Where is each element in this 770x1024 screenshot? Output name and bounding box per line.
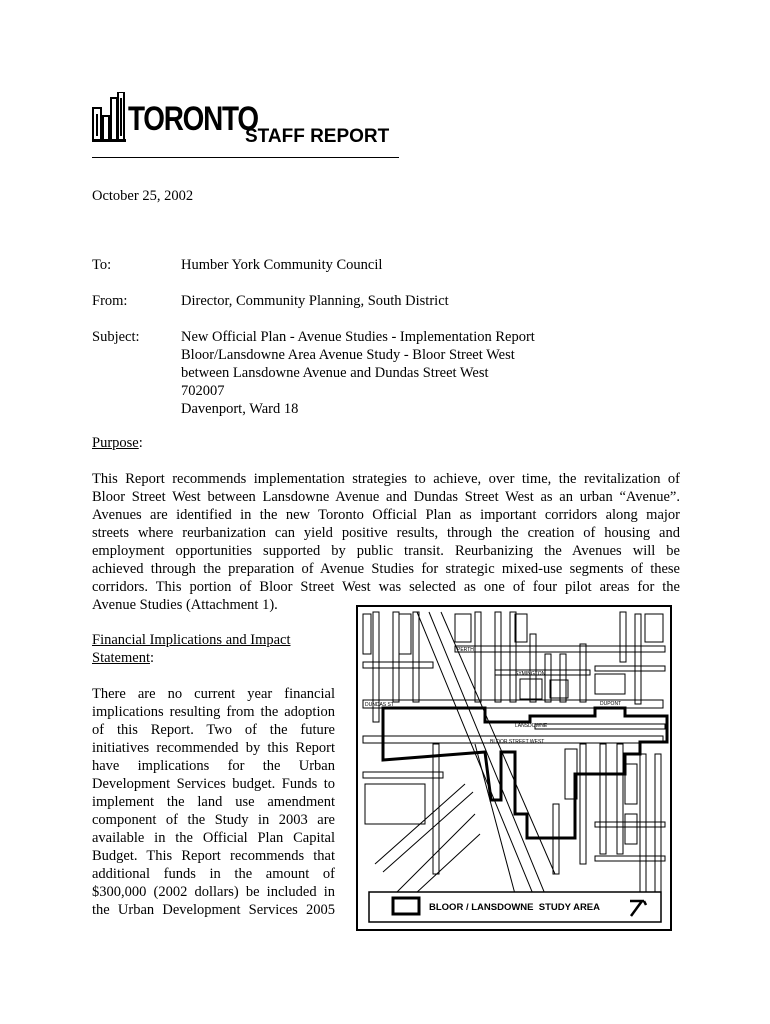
subject-line: Bloor/Lansdowne Area Avenue Study - Bloor Street West xyxy=(181,347,515,363)
north-arrow-icon xyxy=(627,896,649,918)
purpose-line: Avenue Studies (Attachment 1). xyxy=(92,597,278,613)
financial-line: the Urban Development Services 2005 xyxy=(92,902,335,918)
subject-line: New Official Plan - Avenue Studies - Implementation Report xyxy=(181,329,535,345)
map-street-label: SYMINGTON xyxy=(515,671,546,677)
subject-line: between Lansdowne Avenue and Dundas Street West xyxy=(181,365,489,381)
purpose-line: employment opportunities supported by public transit. Reurbanizing the Avenues will be xyxy=(92,543,680,559)
financial-heading-colon: : xyxy=(150,650,155,666)
financial-line: Development Services budget. Funds to xyxy=(92,776,335,792)
from-label: From: xyxy=(92,293,128,309)
financial-line: additional funds in the amount of xyxy=(92,866,335,882)
report-type: STAFF REPORT xyxy=(245,126,390,147)
subject-label: Subject: xyxy=(92,329,140,345)
financial-line: initiatives recommended by this Report xyxy=(92,740,335,756)
toronto-logo xyxy=(92,92,258,142)
purpose-heading-colon: : xyxy=(138,435,143,451)
financial-line: implement the land use amendment xyxy=(92,794,335,810)
map-street-label: BLOOR STREET WEST xyxy=(490,739,545,745)
logo-wordmark: TORONTO xyxy=(128,100,258,138)
purpose-line: Bloor Street West between Lansdowne Avenue and Dundas Street West as an urban “Avenue”. xyxy=(92,489,680,505)
map-street-label: PERTH xyxy=(457,647,474,653)
report-date: October 25, 2002 xyxy=(92,188,194,204)
financial-heading-line: Financial Implications and Impact xyxy=(92,632,291,648)
financial-line: component of the Study in 2003 are xyxy=(92,812,335,828)
purpose-line: corridors. This portion of Bloor Street West was selected as one of four pilot areas for the xyxy=(92,579,680,595)
financial-heading-line: Statement xyxy=(92,650,150,666)
map-street-label: LANSDOWNE xyxy=(515,723,548,729)
purpose-heading-text: Purpose xyxy=(92,435,139,451)
financial-heading xyxy=(92,631,291,667)
purpose-line: Avenues are identified in the new Toronto Official Plan as important corridors along major xyxy=(92,507,680,523)
financial-line: available in the Official Plan Capital xyxy=(92,830,335,846)
subject-line: Davenport, Ward 18 xyxy=(181,401,299,417)
financial-paragraph xyxy=(92,685,335,919)
financial-line: have implications for the Urban xyxy=(92,758,335,774)
purpose-line: This Report recommends implementation strategies to achieve, over time, the revitalization of xyxy=(92,471,680,487)
purpose-heading xyxy=(92,434,143,452)
purpose-paragraph xyxy=(92,470,680,614)
financial-line: of this Report. Two of the future xyxy=(92,722,335,738)
subject-value xyxy=(181,328,535,418)
toronto-skyline-icon xyxy=(92,92,126,142)
subject-line: 702007 xyxy=(181,383,225,399)
from-value: Director, Community Planning, South District xyxy=(181,293,449,309)
map-legend-label: BLOOR / LANSDOWNE STUDY AREA xyxy=(429,902,601,913)
financial-line: There are no current year financial xyxy=(92,686,335,702)
financial-line: implications resulting from the adoption xyxy=(92,704,335,720)
study-area-map xyxy=(355,604,673,932)
to-label: To: xyxy=(92,257,112,273)
purpose-line: achieved through the preparation of Avenue Studies for strategic mixed-use segments of these xyxy=(92,561,680,577)
to-value: Humber York Community Council xyxy=(181,257,383,273)
purpose-line: streets where reurbanization can yield positive results, through the creation of housing and xyxy=(92,525,680,541)
financial-line: Budget. This Report recommends that xyxy=(92,848,335,864)
map-street-label: DUNDAS ST xyxy=(365,702,394,708)
financial-line: $300,000 (2002 dollars) be included in xyxy=(92,884,335,900)
map-street-label: DUPONT xyxy=(600,701,622,707)
header-rule xyxy=(92,157,399,158)
